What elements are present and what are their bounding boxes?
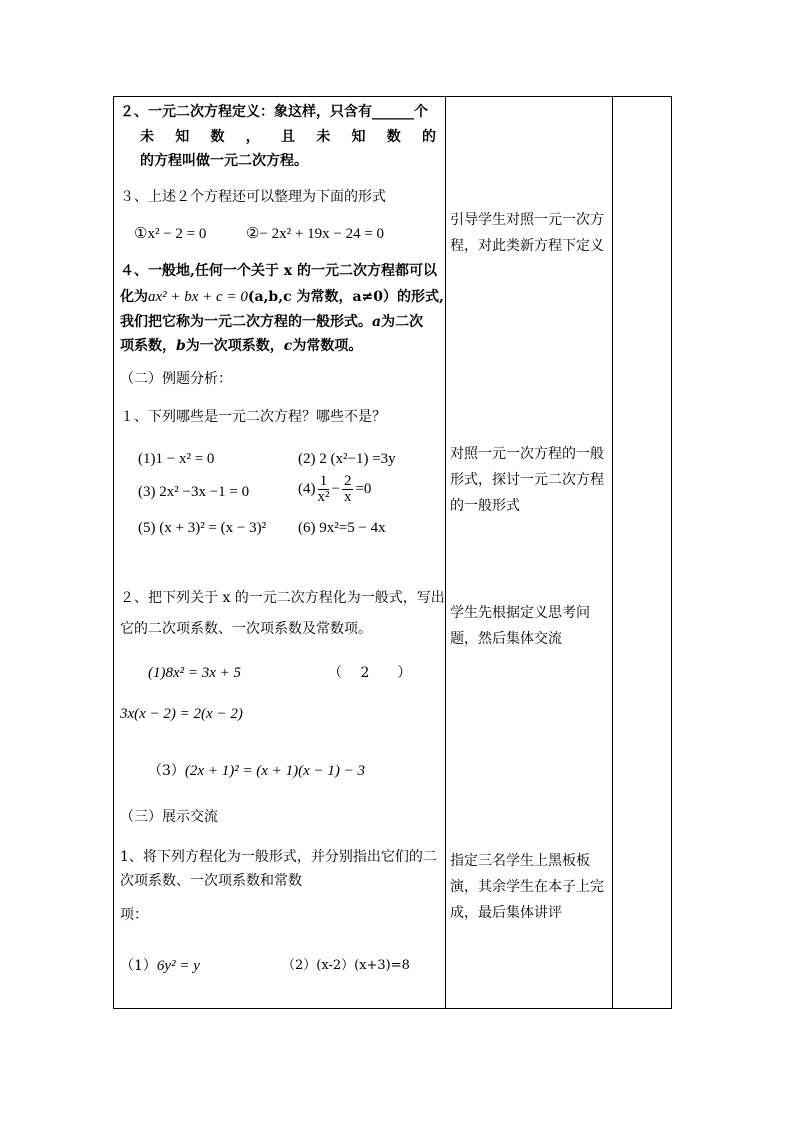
general-line-4: 项系数，b为一次项系数，c为常数项。 xyxy=(120,338,363,354)
general-form-equation: ax² + bx + c = 0 xyxy=(148,289,248,305)
q2-equation-3: （3）(2x + 1)² = (x + 1)(x − 1) − 3 xyxy=(148,763,365,779)
display-question-line-3: 项： xyxy=(120,907,148,923)
example-item-1: (1)1 − x² = 0 xyxy=(138,451,215,467)
note-4: 指定三名学生上黑板板演，其余学生在本子上完成，最后集体讲评 xyxy=(450,853,604,921)
example-item-5: (5) (x + 3)² = (x − 3)² xyxy=(138,520,267,536)
note-2: 对照一元一次方程的一般形式，探讨一元二次方程的一般形式 xyxy=(450,446,604,514)
example-item-2: (2) 2 (x²−1) =3y xyxy=(298,451,396,467)
display-item-1: （1）6y² = y xyxy=(120,958,200,974)
q2-equation-2: 3x(x − 2) = 2(x − 2) xyxy=(120,706,243,722)
display-item-2: （2）(x-2）(x+3)=8 xyxy=(282,958,410,973)
definition-line-1: ２、一元二次方程定义：象这样，只含有______个 xyxy=(120,104,428,120)
definition-line-3: 的方程叫做一元二次方程。 xyxy=(140,153,308,169)
examples-question-2-line-2: 它的二次项系数、一次项系数及常数项。 xyxy=(120,621,372,637)
general-line-3: 我们把它称为一元二次方程的一般形式。a为二次 xyxy=(120,314,424,330)
arrange-intro: ３、上述２个方程还可以整理为下面的形式 xyxy=(120,189,386,205)
display-question-line-2: 次项系数、一次项系数和常数 xyxy=(120,873,302,889)
arrange-eq-1: ①x² − 2 = 0 xyxy=(134,226,207,242)
definition-line-2: 未 知 数 ， 且 未 知 数 的 xyxy=(140,129,436,145)
note-3: 学生先根据定义思考问题，然后集体交流 xyxy=(450,605,590,647)
examples-question-1: １、下列哪些是一元二次方程？哪些不是？ xyxy=(120,409,386,425)
display-question-line-1: 1、将下列方程化为一般形式，并分别指出它们的二 xyxy=(120,849,437,865)
column-divider-right xyxy=(612,96,613,1009)
example-item-4: (4) $\frac{1}{\text{x²}}$ − $\frac{2}{x}$ =0 xyxy=(298,473,372,506)
general-line-2: 化为ax² + bx + c = 0(a,b,c 为常数，a≠0）的形式, xyxy=(120,289,444,305)
examples-heading: （二）例题分析： xyxy=(120,371,232,387)
examples-question-2-line-1: ２、把下列关于 x 的一元二次方程化为一般式，写出 xyxy=(120,590,445,606)
q2-paren-2: （ 2 ） xyxy=(328,665,412,681)
general-line-1: ４、一般地,任何一个关于 x 的一元二次方程都可以 xyxy=(120,263,437,279)
column-divider-main xyxy=(445,96,446,1009)
example-item-6: (6) 9x²=5 − 4x xyxy=(298,520,386,536)
example-item-3: (3) 2x² −3x −1 = 0 xyxy=(138,484,250,500)
arrange-eq-2: ②− 2x² + 19x − 24 = 0 xyxy=(246,226,385,242)
display-heading: （三）展示交流 xyxy=(120,809,218,825)
note-1: 引导学生对照一元一次方程，对此类新方程下定义 xyxy=(450,212,604,254)
q2-equation-1: (1)8x² = 3x + 5 xyxy=(148,665,242,681)
